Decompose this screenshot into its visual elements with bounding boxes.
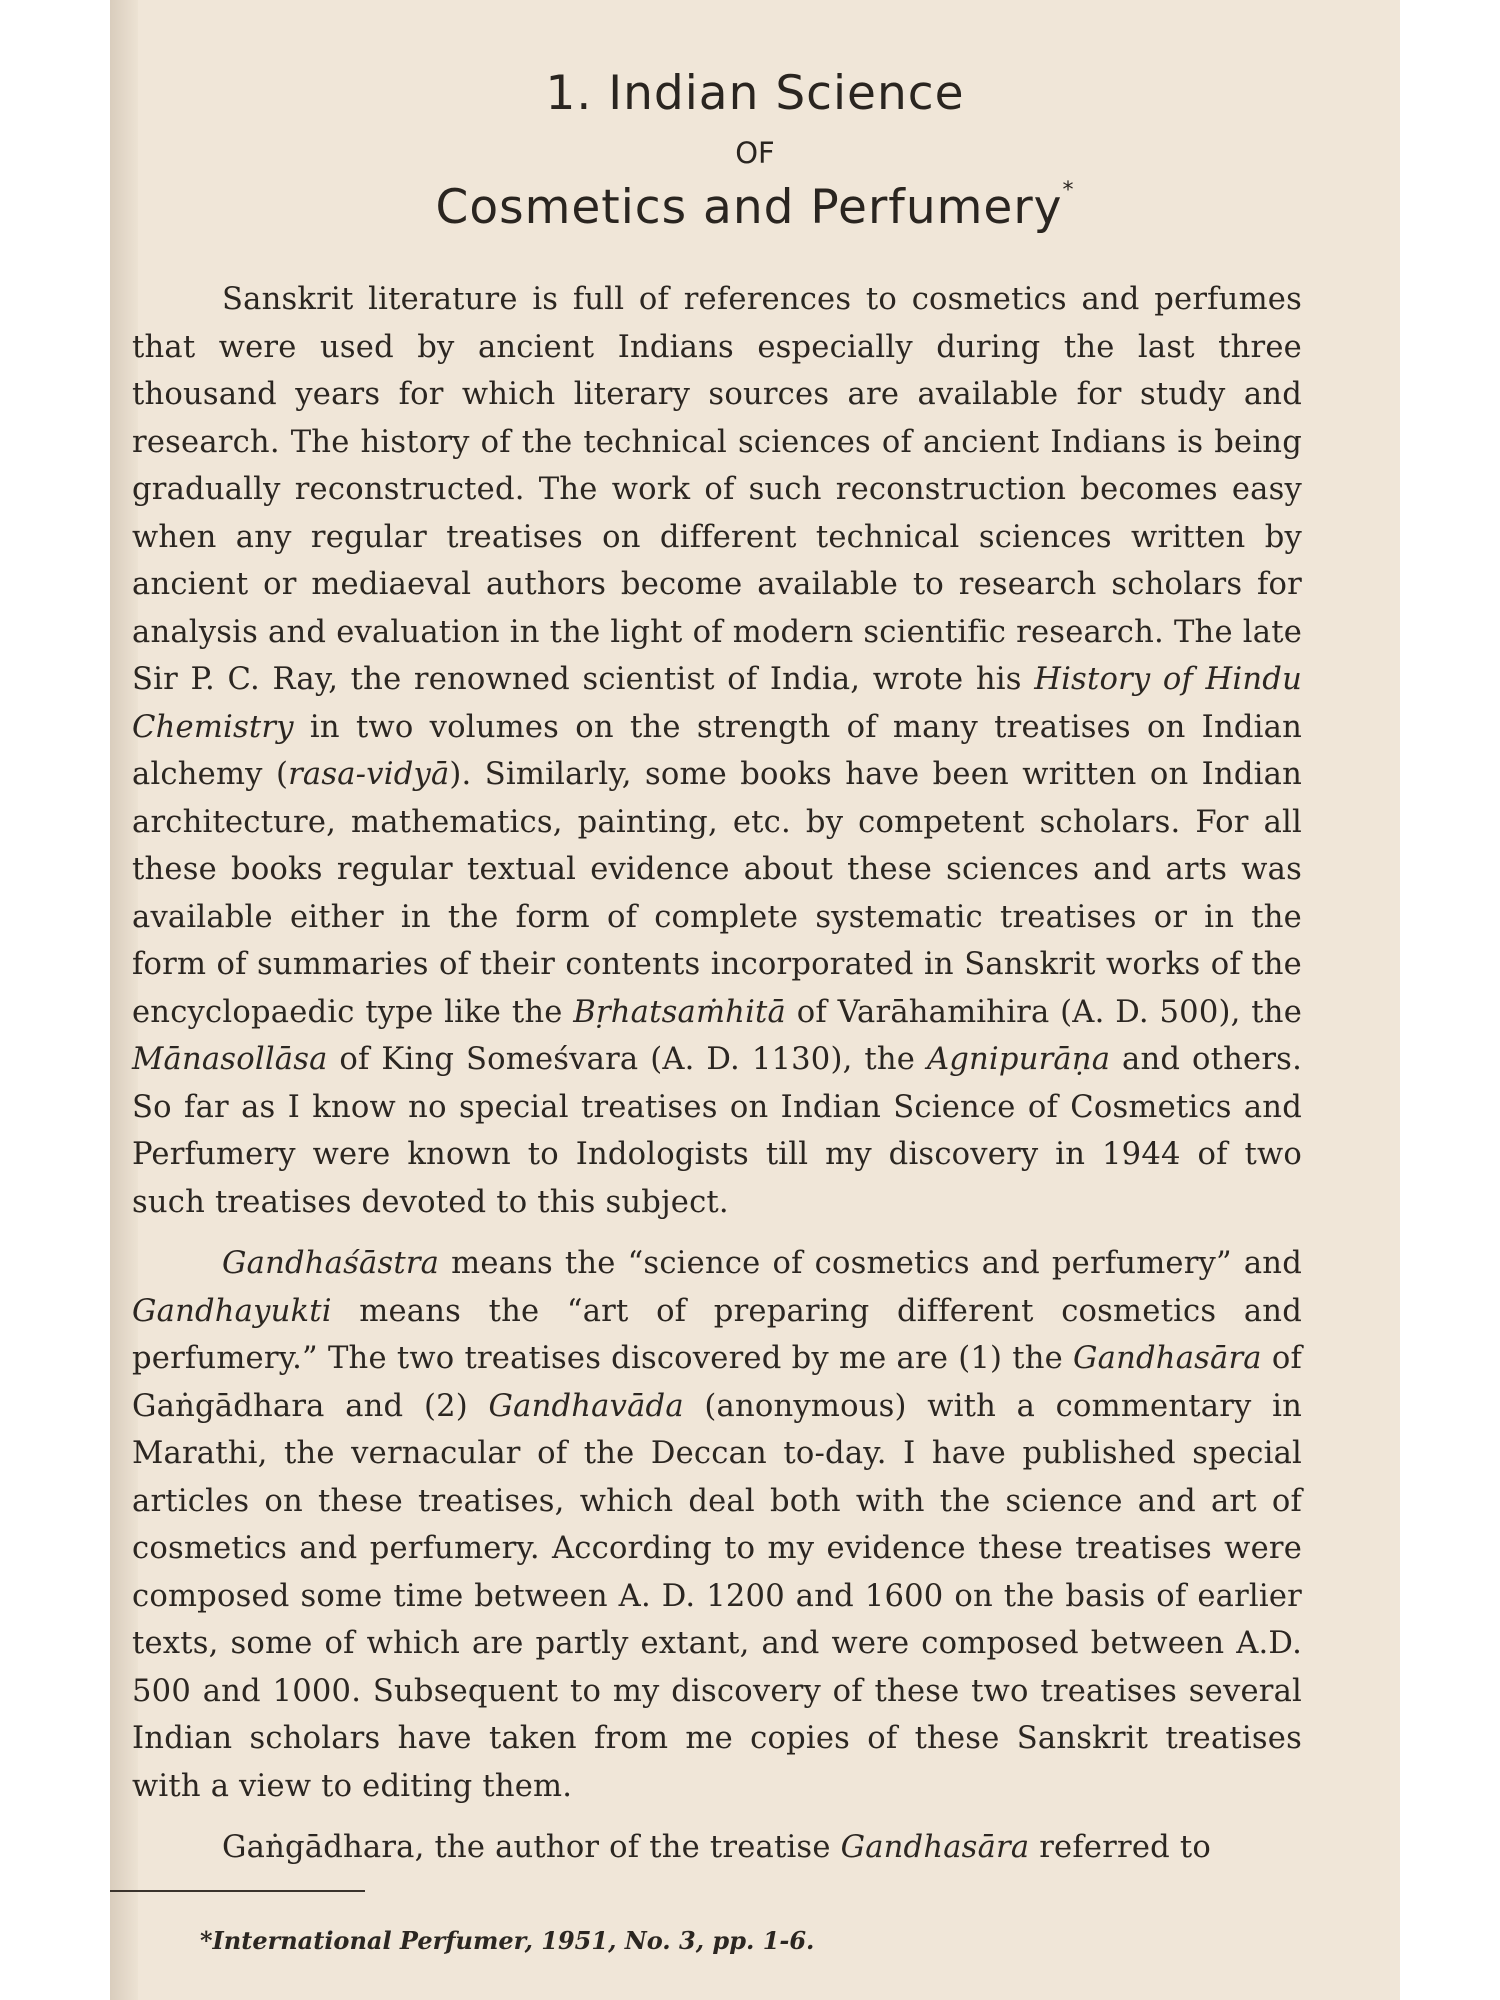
italic-term: Gandhayukti xyxy=(132,1293,332,1329)
paragraph-3 xyxy=(132,1824,1302,1872)
body-text xyxy=(132,276,1302,1872)
chapter-subtitle xyxy=(110,180,1400,235)
footnote-text: *International Perfumer, 1951, No. 3, pp. 1-6. xyxy=(200,1926,815,1955)
italic-title: History of Hindu Chemistry xyxy=(132,662,1302,745)
footnote xyxy=(200,1926,814,1955)
italic-term: rasa-vidyā xyxy=(288,757,450,792)
chapter-subtitle-text: Cosmetics and Perfumery xyxy=(435,180,1063,235)
chapter-title: 1. Indian Science xyxy=(545,66,965,121)
italic-title: Gandhavāda xyxy=(488,1388,684,1424)
text-run: in two volumes on the strength of many treatises on Indian alchemy ( xyxy=(132,709,1302,792)
italic-title: Agnipurāṇa xyxy=(926,1042,1111,1077)
footnote-marker: * xyxy=(1062,178,1075,203)
text-run: Gaṅgādhara, the author of the treatise xyxy=(222,1830,841,1865)
scanned-page xyxy=(110,0,1400,2000)
italic-term: Gandhaśāstra xyxy=(222,1246,440,1281)
text-run: referred to xyxy=(1029,1830,1211,1865)
text-run: of Gaṅgādhara and (2) xyxy=(132,1341,1302,1424)
text-run: (anonymous) with a commentary in Marathi, the vernacular of the Deccan to-day. I have published special articles on these treatises, which deal both with the science and art of cosmetics and perfumery. According to my evidence these treatises were composed some time between A. D. 1200 and 1600 on the basis of earlier texts, some of which are partly extant, and were composed between A.D. 500 and 1000. Subsequent to my discovery of these two treatises several Indian scholars have taken from me copies of these Sanskrit treatises with a view to editing them. xyxy=(132,1388,1302,1804)
text-run: of King Someśvara (A. D. 1130), the xyxy=(327,1042,927,1077)
paragraph-1 xyxy=(132,276,1302,1226)
text-run: Sanskrit literature is full of references to cosmetics and perfumes that were used by ancient Indians especially during the last three thousand years for which literary sources are available for study and research. The history of the technical sciences of ancient Indians is being gradually reconstructed. The work of such reconstruction becomes easy when any regular treatises on different technical sciences written by ancient or mediaeval authors become available to research scholars for analysis and evaluation in the light of modern scientific research. The late Sir P. C. Ray, the renowned scientist of India, wrote his xyxy=(132,282,1302,697)
footnote-divider xyxy=(110,1890,365,1892)
italic-title: Bṛhatsaṁhitā xyxy=(573,994,786,1030)
italic-title: Mānasollāsa xyxy=(132,1042,328,1077)
text-run: of Varāhamihira (A. D. 500), the xyxy=(785,994,1302,1030)
italic-title: Gandhasāra xyxy=(840,1830,1030,1865)
text-run: and others. So far as I know no special treatises on Indian Science of Cosmetics and Perfumery were known to Indologists till my discovery in 1944 of two such treatises devoted to this subject. xyxy=(132,1042,1302,1220)
chapter-title-connector: OF xyxy=(735,136,775,170)
text-run: means the “science of cosmetics and perfumery” and xyxy=(439,1246,1302,1281)
italic-title: Gandhasāra xyxy=(1073,1341,1262,1376)
text-run: means the “art of preparing different cosmetics and perfumery.” The two treatises discovered by me are (1) the xyxy=(132,1293,1302,1376)
text-run: ). Similarly, some books have been written on Indian architecture, mathematics, painting, etc. by competent scholars. For all these books regular textual evidence about these sciences and arts was available either in the form of complete systematic treatises or in the form of summaries of their contents incorporated in Sanskrit works of the encyclopaedic type like the xyxy=(132,757,1302,1030)
paragraph-2 xyxy=(132,1240,1302,1810)
